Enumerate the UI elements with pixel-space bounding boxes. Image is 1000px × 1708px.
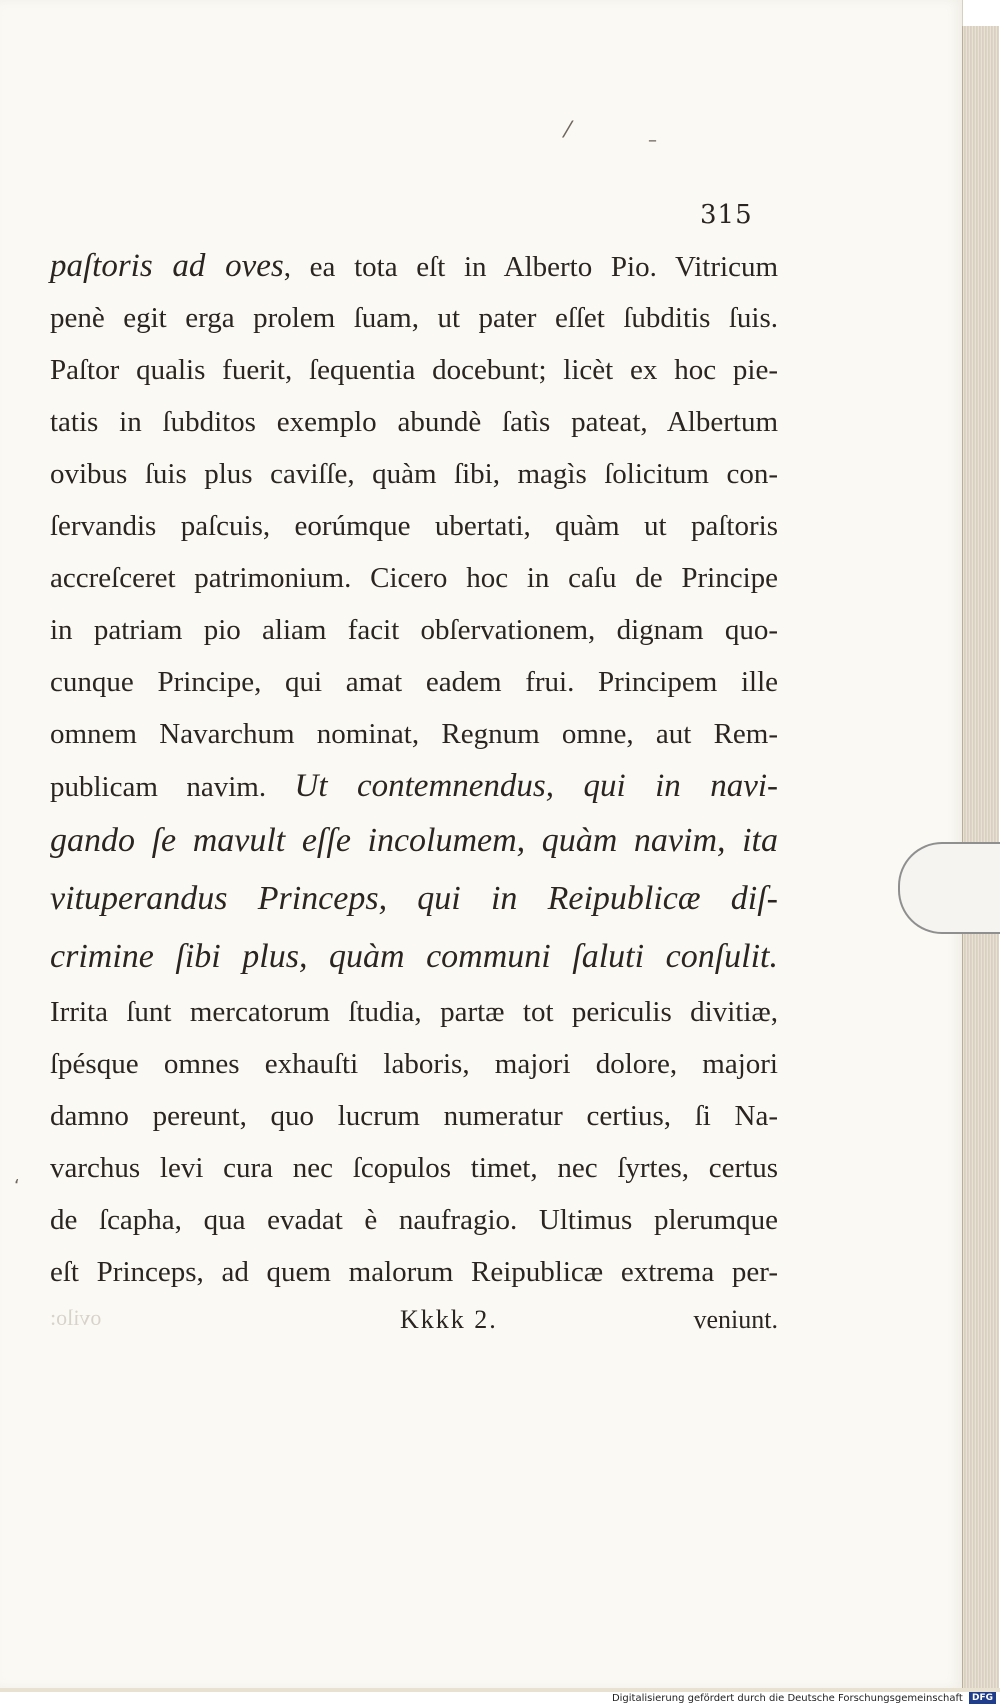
text-line: publicam navim. Ut contemnendus, qui in navi- — [50, 768, 778, 804]
text-line: ovibus ſuis plus caviſſe, quàm ſibi, magìs ſolicitum con- — [50, 458, 778, 490]
dfg-logo: DFG — [969, 1692, 996, 1704]
page-clip — [898, 842, 1000, 934]
text-line: cunque Principe, qui amat eadem frui. Principem ille — [50, 666, 778, 698]
italic-quote-line: vituperandus Princeps, qui in Reipublicæ diſ- — [50, 880, 778, 917]
text-line: de ſcapha, qua evadat è naufragio. Ultimus plerumque — [50, 1204, 778, 1236]
catchword: veniunt. — [693, 1305, 778, 1334]
signature-mark: Kkkk 2. — [400, 1305, 498, 1334]
bleed-through-text: ovilo: — [50, 1305, 102, 1330]
text-line: penè egit erga prolem ſuam, ut pater eſſet ſubditis ſuis. — [50, 302, 778, 334]
text-line: tatis in ſubditos exemplo abundè ſatìs pateat, Albertum — [50, 406, 778, 438]
text-line: varchus levi cura nec ſcopulos timet, nec ſyrtes, certus — [50, 1152, 778, 1184]
italic-quote-line: crimine ſibi plus, quàm communi ſaluti conſulit. — [50, 938, 778, 975]
ink-mark: ‘ — [14, 1176, 20, 1197]
text-line: paſtoris ad oves, ea tota eſt in Alberto Pio. Vitricum — [50, 248, 778, 284]
text-line: Paſtor qualis fuerit, ſequentia docebunt; licèt ex hoc pie- — [50, 354, 778, 386]
text-line: in patriam pio aliam facit obſervationem, dignam quo- — [50, 614, 778, 646]
text-line: eſt Princeps, ad quem malorum Reipublicæ extrema per- — [50, 1256, 778, 1288]
page-number: 315 — [700, 200, 753, 230]
text-line: ſpésque omnes exhauſti laboris, majori dolore, majori — [50, 1048, 778, 1080]
italic-quote-line: gando ſe mavult eſſe incolumem, quàm navim, ita — [50, 822, 778, 859]
text-line: Irrita ſunt mercatorum ſtudia, partæ tot periculis divitiæ, — [50, 996, 778, 1028]
digitization-credit: Digitalisierung gefördert durch die Deutsche Forschungsgemeinschaft DFG — [612, 1692, 996, 1706]
text-line: omnem Navarchum nominat, Regnum omne, aut Rem- — [50, 718, 778, 750]
page-body-text — [50, 240, 778, 1298]
ink-mark: ⁄ — [566, 118, 570, 143]
text-line: ſervandis paſcuis, eorúmque ubertati, quàm ut paſtoris — [50, 510, 778, 542]
text-line: damno pereunt, quo lucrum numeratur certius, ſi Na- — [50, 1100, 778, 1132]
ink-mark: – — [648, 130, 657, 151]
page-footer — [50, 1305, 778, 1355]
text-line: accreſceret patrimonium. Cicero hoc in caſu de Principe — [50, 562, 778, 594]
